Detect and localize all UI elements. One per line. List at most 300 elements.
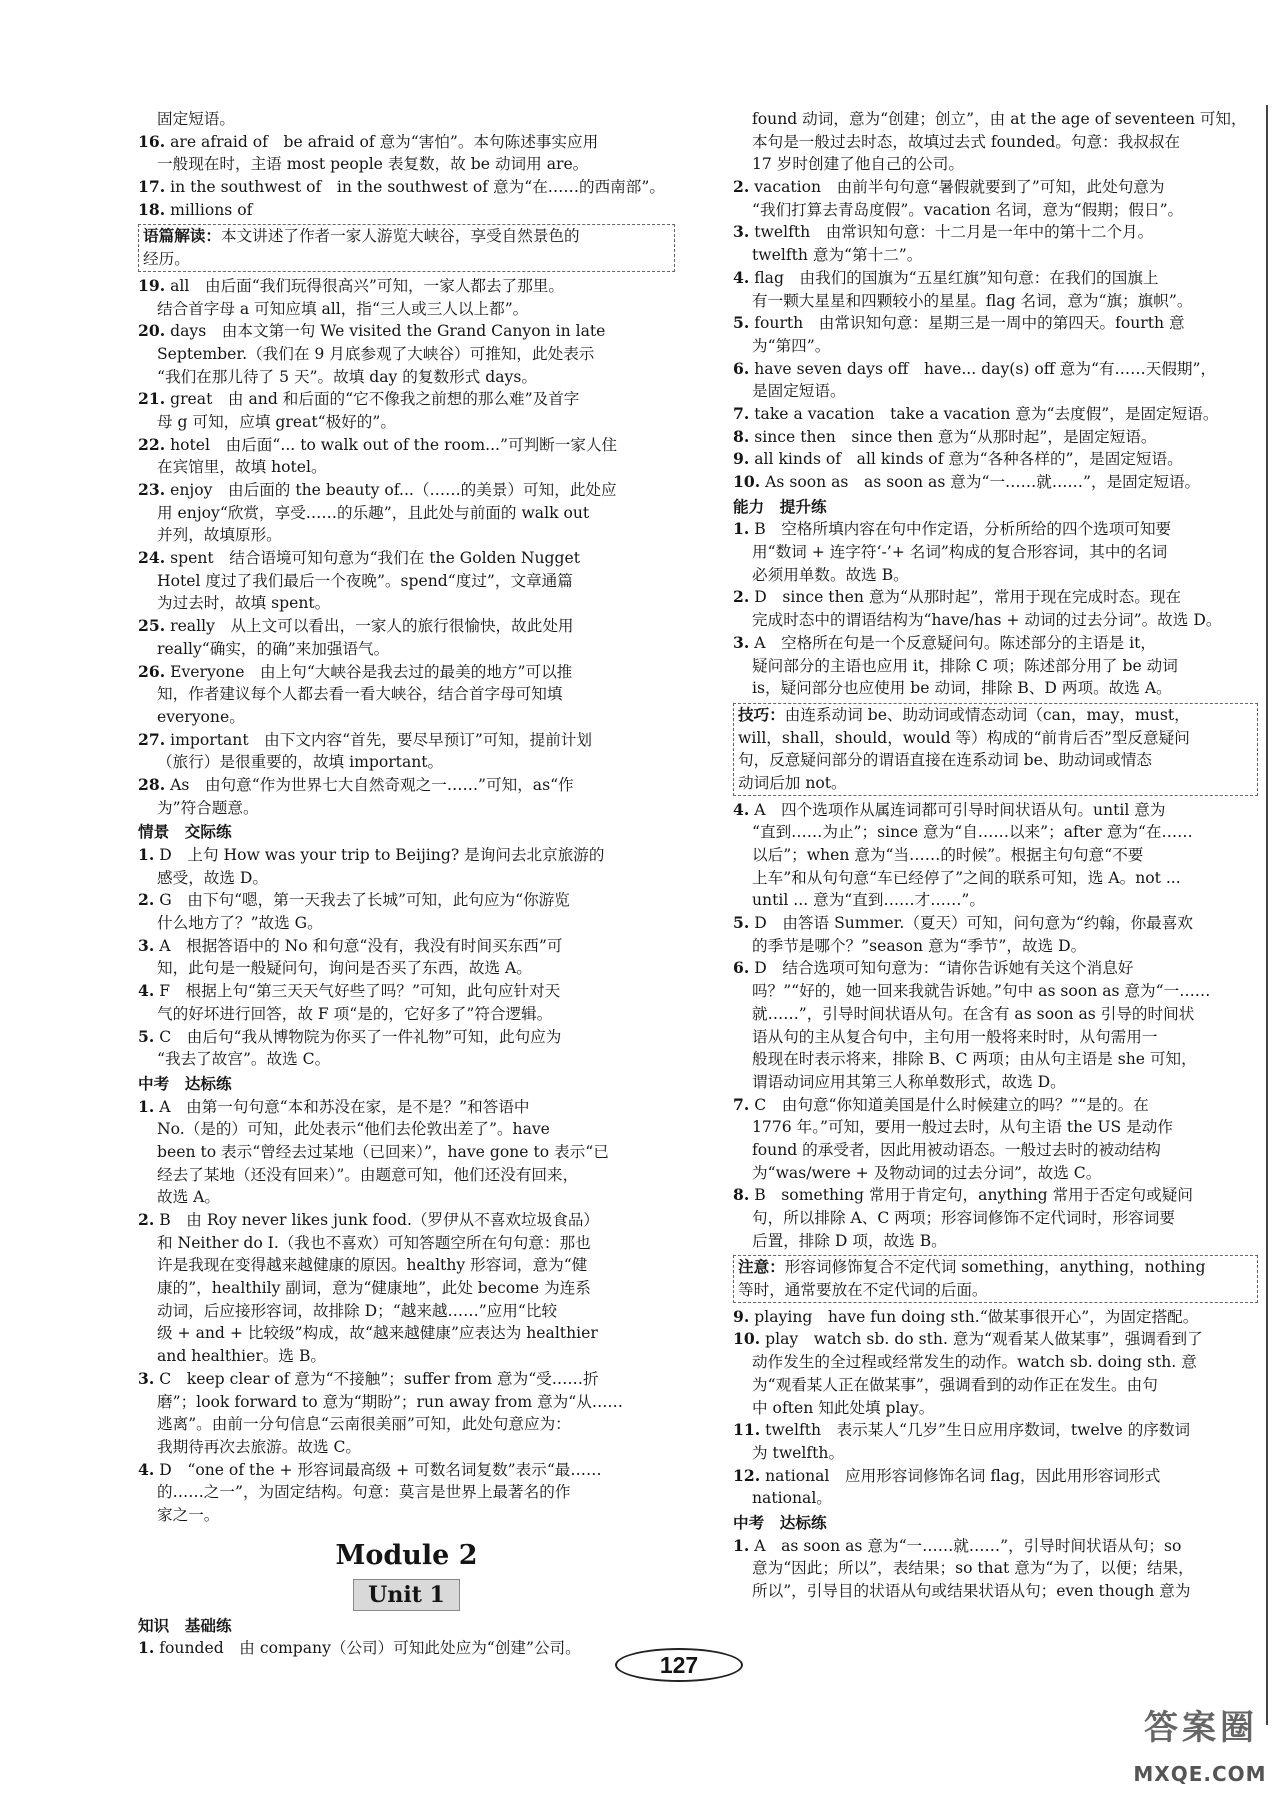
tip-line — [738, 749, 1253, 772]
answer-line — [733, 380, 1258, 403]
item-number: 4. — [733, 799, 750, 819]
answer-text: B 空格所填内容在句中作定语，分析所给的四个选项可知要 — [754, 520, 1172, 539]
answer-line — [733, 1465, 1258, 1488]
answer-text: spent 结合语境可知句意为“我们在 the Golden Nugget — [170, 549, 580, 568]
answer-text: take a vacation take a vacation 意为“去度假”，是固定短语。 — [754, 404, 1219, 423]
answer-text: found 动词，意为“创建；创立”，由 at the age of seventeen 可知， — [752, 110, 1247, 128]
section-heading: 中考 达标练 — [138, 1073, 232, 1093]
answer-text: 必须用单数。故选 B。 — [752, 565, 909, 584]
item-number: 5. — [733, 913, 750, 933]
answer-text: 语从句的主从复合句中，主句用一般将来时时，从句需用一 — [752, 1027, 1158, 1046]
answer-line — [733, 1139, 1258, 1162]
item-number: 6. — [733, 958, 750, 978]
answer-line — [138, 1164, 675, 1187]
page-number: 127 — [615, 1648, 743, 1682]
item-number: 1. — [733, 519, 750, 539]
answer-line — [138, 751, 675, 774]
answer-text: 气的好坏进行回答，故 F 项“是的，它好多了”符合逻辑。 — [157, 1004, 553, 1023]
answer-text: play watch sb. do sth. 意为“观看某人做某事”，强调看到了 — [765, 1330, 1203, 1349]
answer-text: F 根据上句“第三天天气好些了吗？”可知，此句应针对天 — [159, 982, 561, 1001]
answer-item — [733, 108, 1258, 176]
answer-line — [138, 638, 675, 661]
answer-line — [138, 1277, 675, 1300]
tip-box — [138, 224, 675, 271]
answer-item — [138, 980, 675, 1025]
item-number: 4. — [138, 1459, 155, 1479]
answer-line — [138, 176, 675, 199]
item-number: 4. — [733, 267, 750, 287]
tip-line — [738, 1256, 1253, 1279]
answer-item — [733, 586, 1258, 631]
answer-text: 1776 年。”可知，要用一般过去时，从句主语 the US 是动作 — [752, 1118, 1173, 1137]
answer-text: since then since then 意为“从那时起”，是固定短语。 — [754, 427, 1157, 446]
item-number: 25. — [138, 616, 166, 636]
answer-text: 中 often 知此处填 play。 — [752, 1398, 935, 1417]
tip-line — [738, 1279, 1253, 1302]
answer-item — [138, 729, 675, 774]
answer-line — [138, 1391, 675, 1414]
answer-line — [138, 343, 675, 366]
answer-line — [138, 1368, 675, 1391]
answer-line — [138, 957, 675, 980]
answer-line — [138, 1232, 675, 1255]
item-number: 16. — [138, 131, 166, 151]
answer-line — [138, 153, 675, 176]
answer-line — [138, 797, 675, 820]
item-number: 8. — [733, 426, 750, 446]
answer-line — [733, 1487, 1258, 1510]
answer-item — [733, 448, 1258, 471]
answer-text: vacation 由前半句句意“暑假就要到了”可知，此处句意为 — [754, 178, 1165, 197]
answer-line — [733, 358, 1258, 381]
answer-text: until ... 意为“直到……才……”。 — [752, 891, 985, 910]
answer-line — [138, 320, 675, 343]
answer-item — [138, 1368, 675, 1459]
answer-line — [733, 1184, 1258, 1207]
answer-item — [733, 1184, 1258, 1252]
answer-text: 动词，后应接形容词，故排除 D；“越来越……”应用“比较 — [157, 1301, 558, 1320]
answer-text: A 由第一句句意“本和苏没在家，是不是？”和答语中 — [159, 1097, 530, 1116]
answer-line — [138, 199, 675, 222]
answer-line — [733, 980, 1258, 1003]
answer-line — [138, 844, 675, 867]
answer-line — [733, 1071, 1258, 1094]
answer-line — [138, 729, 675, 752]
section-heading: 能力 提升练 — [733, 496, 827, 516]
answer-item — [733, 1328, 1258, 1419]
item-number: 1. — [138, 1638, 155, 1658]
answer-text: 经去了某地（还没有回来）”。由题意可知，他们还没有回来， — [157, 1165, 579, 1184]
answer-line — [733, 471, 1258, 494]
tip-line — [143, 248, 670, 271]
answer-line — [138, 1436, 675, 1459]
answer-item — [733, 799, 1258, 912]
answer-text: really 从上文可以看出，一家人的旅行很愉快，故此处用 — [170, 617, 574, 636]
answer-line — [733, 1535, 1258, 1558]
item-number: 9. — [733, 449, 750, 469]
answer-line — [733, 655, 1258, 678]
answer-line — [733, 426, 1258, 449]
answer-line — [138, 1413, 675, 1436]
item-number: 3. — [733, 222, 750, 242]
answer-text: 用 enjoy“欣赏，享受……的乐趣”，且此处与前面的 walk out — [157, 503, 590, 522]
answer-line — [138, 108, 675, 131]
answer-item — [733, 312, 1258, 357]
answer-text: 是固定短语。 — [752, 382, 846, 401]
answer-item — [733, 176, 1258, 221]
answer-item — [733, 957, 1258, 1093]
item-number: 2. — [138, 890, 155, 910]
answer-text: 上车”和从句句意“车已经停了”之间的联系可知，选 A。not ... — [752, 868, 1181, 887]
answer-text: “我们在那儿待了 5 天”。故填 day 的复数形式 days。 — [157, 367, 537, 386]
answer-text: 后置，排除 D 项，故选 B。 — [752, 1231, 947, 1250]
item-number: 10. — [733, 472, 761, 491]
answer-line — [733, 564, 1258, 587]
answer-text: D 结合选项可知句意为：“请你告诉她有关这个消息好 — [754, 959, 1134, 978]
answer-line — [733, 541, 1258, 564]
tip-label: 技巧： — [738, 704, 785, 724]
answer-item — [138, 275, 675, 320]
tip-line — [738, 727, 1253, 750]
tip-text: 动词后加 not。 — [738, 773, 847, 792]
tip-text: 句，反意疑问部分的谓语直接在连系动词 be、助动词或情态 — [738, 751, 1153, 770]
module-title: Module 2 — [335, 1539, 478, 1571]
answer-item — [733, 632, 1258, 700]
item-number: 4. — [138, 981, 155, 1001]
watermark-url: MXQE.COM — [1133, 1762, 1267, 1786]
answer-item — [138, 661, 675, 729]
answer-text: 般现在时表示将来，排除 B、C 两项；由从句主语是 she 可知， — [752, 1050, 1197, 1069]
answer-text: 有一颗大星星和四颗较小的星星。flag 名词，意为“旗；旗帜”。 — [752, 291, 1193, 310]
answer-item — [733, 1306, 1258, 1329]
answer-text: 本句是一般过去时态，故填过去式 founded。句意：我叔叔在 — [752, 132, 1181, 151]
answer-text: important 由下文内容“首先，要尽早预订”可知，提前计划 — [170, 730, 592, 749]
answer-line — [138, 661, 675, 684]
answer-line — [138, 131, 675, 154]
answer-text: have seven days off have... day(s) off 意为“有……天假期”， — [754, 359, 1217, 378]
unit-title: Unit 1 — [353, 1579, 460, 1611]
answer-text: twelfth 意为“第十二”。 — [752, 246, 923, 265]
answer-line — [138, 1300, 675, 1323]
answer-item — [138, 844, 675, 889]
tip-text: 经历。 — [143, 250, 190, 269]
answer-text: 意为“因此；所以”，表结果；so that 意为“为了，以便；结果， — [752, 1559, 1194, 1578]
answer-line — [733, 1116, 1258, 1139]
answer-text: national 应用形容词修饰名词 flag，因此用形容词形式 — [765, 1466, 1161, 1485]
tip-text: 由连系动词 be、助动词或情态动词（can，may，must， — [784, 705, 1190, 724]
answer-item — [733, 1535, 1258, 1603]
answer-line — [733, 799, 1258, 822]
item-number: 6. — [733, 358, 750, 378]
answer-line — [733, 1026, 1258, 1049]
answer-text: D 上句 How was your trip to Beijing? 是询问去北京旅游的 — [159, 846, 605, 864]
answer-item — [733, 426, 1258, 449]
answer-text: D 由答语 Summer.（夏天）可知，问句意为“约翰，你最喜欢 — [754, 914, 1193, 933]
tip-text: 等时，通常要放在不定代词的后面。 — [738, 1281, 988, 1300]
answer-text: 逃离”。由前一分句信息“云南很美丽”可知，此处句意应为： — [157, 1415, 571, 1434]
item-number: 21. — [138, 389, 166, 409]
answer-line — [138, 1481, 675, 1504]
answer-line — [138, 275, 675, 298]
answer-item — [733, 471, 1258, 494]
answer-text: 磨”；look forward to 意为“期盼”；run away from 意为“从…… — [157, 1392, 624, 1411]
item-number: 3. — [733, 632, 750, 652]
answer-text: 和 Neither do I.（我也不喜欢）可知答题空所在句句意：那也 — [157, 1233, 591, 1252]
item-number: 2. — [733, 177, 750, 197]
answer-line — [138, 479, 675, 502]
answer-text: D since then 意为“从那时起”，常用于现在完成时态。现在 — [754, 588, 1182, 607]
answer-text: 固定短语。 — [157, 110, 235, 128]
answer-item — [733, 912, 1258, 957]
answer-line — [138, 388, 675, 411]
answer-text: 为过去时，故填 spent。 — [157, 594, 331, 613]
item-number: 9. — [733, 1306, 750, 1326]
item-number: 24. — [138, 548, 166, 568]
answer-text: flag 由我们的国旗为“五星红旗”知句意：在我们的国旗上 — [754, 268, 1159, 287]
answer-text: days 由本文第一句 We visited the Grand Canyon in late — [170, 322, 606, 341]
answer-text: B 由 Roy never likes junk food.（罗伊从不喜欢垃圾食品） — [159, 1211, 600, 1229]
item-number: 12. — [733, 1465, 761, 1485]
answer-item — [733, 358, 1258, 403]
item-number: 2. — [138, 1210, 155, 1229]
answer-item — [138, 1459, 675, 1527]
item-number: 23. — [138, 480, 166, 499]
answer-line — [138, 366, 675, 389]
answer-text: G 由下句“嗯，第一天我去了长城”可知，此句应为“你游览 — [159, 891, 570, 910]
answer-line — [138, 1026, 675, 1049]
item-number: 22. — [138, 434, 166, 454]
answer-text: A 根据答语中的 No 和句意“没有，我没有时间买东西”可 — [159, 936, 563, 955]
section-heading: 知识 基础练 — [138, 1615, 232, 1635]
answer-line — [733, 821, 1258, 844]
answer-text: A as soon as 意为“一……就……”，引导时间状语从句；so — [754, 1536, 1182, 1555]
answer-text: 康的”，healthily 副词，意为“健康地”，此处 become 为连系 — [157, 1279, 591, 1298]
answer-text: B something 常用于肯定句，anything 常用于否定句或疑问 — [754, 1186, 1193, 1205]
answer-line — [138, 1504, 675, 1527]
answer-line — [733, 244, 1258, 267]
answer-text: twelfth 由常识知句意：十二月是一年中的第十二个月。 — [754, 223, 1154, 242]
answer-text: 家之一。 — [157, 1505, 220, 1524]
answer-text: 故选 A。 — [157, 1188, 220, 1207]
answer-line — [138, 1048, 675, 1071]
answer-line — [733, 586, 1258, 609]
answer-line — [138, 1186, 675, 1209]
answer-line — [138, 411, 675, 434]
answer-line — [138, 570, 675, 593]
answer-line — [733, 1557, 1258, 1580]
answer-text: millions of — [170, 200, 253, 219]
answer-text: 用“数词 + 连字符‘-’+ 名词”构成的复合形容词，其中的名词 — [752, 543, 1168, 562]
answer-line — [733, 867, 1258, 890]
item-number: 2. — [733, 587, 750, 607]
answer-text: 完成时态中的谓语结构为“have/has + 动词的过去分词”。故选 D。 — [752, 611, 1222, 630]
answer-text: and healthier。选 B。 — [157, 1347, 327, 1366]
answer-text: 在宾馆里，故填 hotel。 — [157, 458, 327, 477]
answer-line — [733, 935, 1258, 958]
answer-text: （旅行）是很重要的，故填 important。 — [157, 753, 444, 772]
answer-line — [733, 221, 1258, 244]
answer-text: 动作发生的全过程或经常发生的动作。watch sb. doing sth. 意 — [752, 1353, 1197, 1372]
answer-line — [138, 456, 675, 479]
answer-item — [138, 1096, 675, 1209]
answer-text: D “one of the + 形容词最高级 + 可数名词复数”表示“最…… — [159, 1460, 602, 1479]
answer-line — [733, 1230, 1258, 1253]
answer-line — [138, 1096, 675, 1119]
answer-line — [733, 1003, 1258, 1026]
item-number: 3. — [138, 1368, 155, 1388]
right-column — [733, 108, 1258, 1603]
answer-text: 母 g 可知，应填 great“极好的”。 — [157, 412, 396, 431]
answer-item — [138, 935, 675, 980]
answer-text: 的……之一”，为固定结构。句意：莫言是世界上最著名的作 — [157, 1483, 571, 1502]
item-number: 26. — [138, 661, 166, 681]
answer-text: C 由后句“我从博物院为你买了一件礼物”可知，此句应为 — [159, 1027, 562, 1046]
answer-line — [138, 774, 675, 797]
answer-line — [733, 1419, 1258, 1442]
answer-line — [138, 1209, 675, 1232]
tip-box — [733, 1255, 1258, 1302]
item-number: 17. — [138, 177, 166, 197]
tip-box — [733, 703, 1258, 796]
answer-text: Everyone 由上句“大峡谷是我去过的最美的地方”可以推 — [170, 662, 573, 681]
answer-line — [733, 312, 1258, 335]
answer-line — [138, 524, 675, 547]
answer-item — [138, 615, 675, 660]
answer-text: 17 岁时创建了他自己的公司。 — [752, 155, 964, 174]
answer-line — [733, 1048, 1258, 1071]
answer-text: 为 twelfth。 — [752, 1443, 845, 1462]
tip-text: 形容词修饰复合不定代词 something，anything，nothing — [784, 1258, 1206, 1277]
answer-line — [733, 844, 1258, 867]
answer-text: As soon as as soon as 意为“一……就……”，是固定短语。 — [765, 473, 1201, 491]
answer-text: 级 + and + 比较级”构成，故“越来越健康”应表达为 healthier — [157, 1324, 598, 1343]
item-number: 10. — [733, 1329, 761, 1349]
left-column — [138, 108, 675, 1660]
answer-text: 知，此句是一般疑问句，询问是否买了东西，故选 A。 — [157, 959, 532, 978]
tip-label: 注意： — [738, 1257, 785, 1277]
tip-line — [143, 225, 670, 248]
item-number: 3. — [138, 935, 155, 955]
answer-line — [733, 889, 1258, 912]
item-number: 11. — [733, 1420, 761, 1440]
answer-item — [138, 434, 675, 479]
answer-item — [733, 403, 1258, 426]
answer-line — [733, 957, 1258, 980]
item-number: 1. — [138, 845, 155, 864]
tip-text: 本文讲述了作者一家人游览大峡谷，享受自然景色的 — [220, 227, 580, 246]
answer-line — [733, 912, 1258, 935]
answer-text: enjoy 由后面的 the beauty of...（……的美景）可知，此处应 — [170, 481, 617, 499]
answer-line — [733, 131, 1258, 154]
answer-line — [733, 1442, 1258, 1465]
answer-line — [733, 1306, 1258, 1329]
answer-item — [138, 889, 675, 934]
answer-text: Hotel 度过了我们最后一个夜晚”。spend“度过”，文章通篇 — [157, 571, 573, 590]
answer-text: 许是我现在变得越来越健康的原因。healthy 形容词，意为“健 — [157, 1256, 588, 1275]
answer-text: founded 由 company（公司）可知此处应为“创建”公司。 — [159, 1639, 581, 1658]
tip-line — [738, 704, 1253, 727]
answer-text: A 四个选项作从属连词都可引导时间状语从句。until 意为 — [754, 800, 1166, 819]
answer-item — [138, 176, 675, 199]
answer-line — [733, 1328, 1258, 1351]
answer-line — [733, 448, 1258, 471]
answer-text: found 的承受者，因此用被动语态。一般过去时的被动结构 — [752, 1140, 1161, 1159]
answer-line — [138, 1637, 675, 1660]
item-number: 28. — [138, 774, 166, 794]
answer-line — [733, 1374, 1258, 1397]
answer-text: great 由 and 和后面的“它不像我之前想的那么难”及首字 — [170, 390, 580, 409]
answer-text: “我去了故宫”。故选 C。 — [157, 1050, 331, 1069]
answer-line — [733, 153, 1258, 176]
watermark-logo — [1120, 1700, 1280, 1796]
answer-item — [733, 221, 1258, 266]
answer-line — [138, 547, 675, 570]
answer-item — [138, 479, 675, 547]
answer-item — [733, 1419, 1258, 1464]
section-heading: 中考 达标练 — [733, 1512, 827, 1532]
unit-title-wrap — [138, 1579, 675, 1613]
answer-text: all kinds of all kinds of 意为“各种各样的”，是固定短语。 — [754, 450, 1183, 469]
answer-item — [733, 1465, 1258, 1510]
answer-line — [733, 1397, 1258, 1420]
answer-line — [733, 1580, 1258, 1603]
item-number: 5. — [733, 313, 750, 333]
answer-line — [733, 1162, 1258, 1185]
answer-text: fourth 由常识知句意：星期三是一周中的第四天。fourth 意 — [754, 314, 1185, 333]
item-number: 7. — [733, 1094, 750, 1114]
answer-item — [138, 1637, 675, 1660]
answer-text: are afraid of be afraid of 意为“害怕”。本句陈述事实应用 — [170, 132, 599, 151]
answer-text: 谓语动词应用其第三人称单数形式，故选 D。 — [752, 1072, 1066, 1091]
watermark-top-text: 答案圈 — [1144, 1708, 1258, 1748]
answer-text: 疑问部分的主语也应用 it，排除 C 项；陈述部分用了 be 动词 — [752, 656, 1178, 675]
answer-line — [138, 592, 675, 615]
answer-line — [138, 434, 675, 457]
answer-text: C keep clear of 意为“不接触”；suffer from 意为“受……折 — [159, 1369, 599, 1388]
answer-item — [138, 199, 675, 222]
answer-line — [138, 502, 675, 525]
answer-text: 的季节是哪个？”season 意为“季节”，故选 D。 — [752, 936, 1087, 955]
answer-line — [733, 677, 1258, 700]
item-number: 5. — [138, 1026, 155, 1046]
answer-line — [138, 980, 675, 1003]
answer-line — [138, 1003, 675, 1026]
answer-text: 并列，故填原形。 — [157, 526, 282, 545]
item-number: 18. — [138, 199, 166, 219]
answer-text: 为”符合题意。 — [157, 798, 259, 817]
answer-line — [138, 1345, 675, 1368]
answer-item — [138, 774, 675, 819]
answer-text: 什么地方了？”故选 G。 — [157, 914, 323, 933]
answer-text: national。 — [752, 1489, 832, 1508]
answer-text: 为“was/were + 及物动词的过去分词”，故选 C。 — [752, 1163, 1102, 1182]
answer-item — [138, 131, 675, 176]
answer-text: 句，所以排除 A、C 两项；形容词修饰不定代词时，形容词要 — [752, 1209, 1175, 1227]
answer-line — [138, 912, 675, 935]
answer-text: 一般现在时，主语 most people 表复数，故 be 动词用 are。 — [157, 155, 589, 174]
answer-line — [138, 1254, 675, 1277]
answer-line — [733, 108, 1258, 131]
answer-item — [733, 1094, 1258, 1185]
answer-line — [733, 199, 1258, 222]
item-number: 1. — [138, 1096, 155, 1116]
answer-line — [138, 298, 675, 321]
item-number: 7. — [733, 403, 750, 423]
answer-text: playing have fun doing sth.“做某事很开心”，为固定搭配。 — [754, 1307, 1199, 1326]
answer-item — [138, 547, 675, 615]
answer-text: 知，作者建议每个人都去看一看大峡谷，结合首字母可知填 — [157, 685, 563, 704]
answer-text: September.（我们在 9 月底参观了大峡谷）可推知，此处表示 — [157, 344, 595, 363]
